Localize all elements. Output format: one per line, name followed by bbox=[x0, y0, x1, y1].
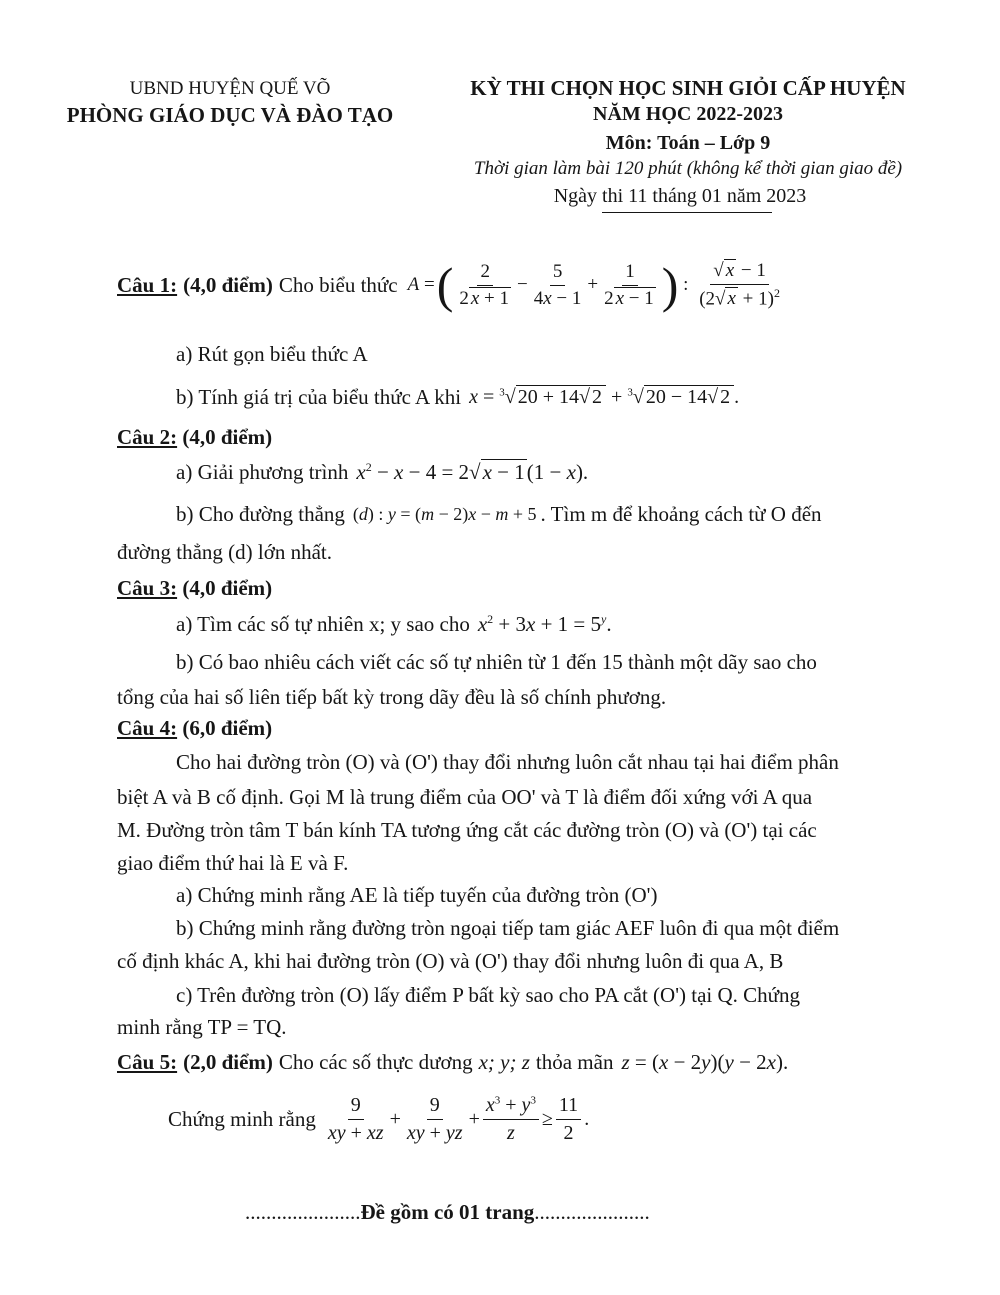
question-4a: a) Chứng minh rằng AE là tiếp tuyến của đường tròn (O') bbox=[176, 883, 658, 907]
question-1-points: (4,0 điểm) bbox=[183, 272, 273, 297]
question-3a bbox=[176, 612, 612, 637]
question-5-prove bbox=[168, 1094, 589, 1145]
question-3-points: (4,0 điểm) bbox=[182, 576, 273, 600]
question-1b-text: b) Tính giá trị của biểu thức A khi bbox=[176, 385, 462, 409]
header-department: PHÒNG GIÁO DỤC VÀ ĐÀO TẠO bbox=[66, 103, 394, 127]
school-year: NĂM HỌC 2022-2023 bbox=[593, 103, 783, 125]
question-1-label: Câu 1: bbox=[117, 272, 178, 297]
inequality: $\frac{9}{xy + xz}$ + $\frac{9}{xy + yz}$ + $\frac{x^3 + y^3}{z}$ ≥ $\frac{11}{2}$ . bbox=[327, 1094, 590, 1144]
question-4-heading bbox=[117, 716, 272, 741]
question-5-heading bbox=[117, 1050, 788, 1075]
footer-dots-left: ...................... bbox=[245, 1200, 361, 1224]
exam-title: KỲ THI CHỌN HỌC SINH GIỎI CẤP HUYỆN bbox=[470, 76, 906, 100]
question-2b-text-end: . Tìm m để khoảng cách từ O đến bbox=[540, 502, 822, 526]
footer bbox=[245, 1200, 650, 1225]
line-d-equation: (d) : y = (m − 2)x − m + 5 bbox=[352, 504, 537, 524]
condition-equation: z = (x − 2y)(y − 2x). bbox=[621, 1050, 789, 1074]
question-4-label: Câu 4: bbox=[117, 716, 178, 740]
subject: Môn: Toán – Lớp 9 bbox=[605, 132, 771, 154]
question-2-heading bbox=[117, 425, 272, 450]
x-value-formula: x = $^3$√ 20 + 14√ 2 + $^3$√ 20 − 14√ 2 . bbox=[469, 386, 740, 408]
question-4c-line2: minh rằng TP = TQ. bbox=[117, 1015, 287, 1039]
question-4-paragraph-1: Cho hai đường tròn (O) và (O') thay đổi nhưng luôn cắt nhau tại hai điểm phân bbox=[176, 750, 839, 774]
question-3b-line2: tổng của hai số liên tiếp bất kỳ trong dãy đều là số chính phương. bbox=[117, 685, 667, 709]
question-4b-line1: b) Chứng minh rằng đường tròn ngoại tiếp tam giác AEF luôn đi qua một điểm bbox=[176, 916, 840, 940]
question-4-paragraph-2: biệt A và B cố định. Gọi M là trung điểm của OO' và T là điểm đối xứng với A qua bbox=[117, 785, 813, 809]
question-2-label: Câu 2: bbox=[117, 425, 178, 449]
question-5-label: Câu 5: bbox=[117, 1050, 178, 1074]
question-2b-line2: đường thẳng (d) lớn nhất. bbox=[117, 540, 332, 564]
question-1-intro: Cho biểu thức bbox=[278, 272, 398, 297]
question-4-paragraph-3: M. Đường tròn tâm T bán kính TA tương ứng cắt các đường tròn (O) và (O') tại các bbox=[117, 818, 817, 842]
expression-A: A = ( $\frac{2}{2 x + 1}$ − $\frac{5}{4x - 1}$ + $\frac{1}{2 x - 1}$ ) : $\frac{√ x - 1}{(2√ x + 1)^2}$ bbox=[407, 257, 780, 313]
date-underline bbox=[602, 212, 772, 213]
question-4c-line1: c) Trên đường tròn (O) lấy điểm P bất kỳ sao cho PA cắt (O') tại Q. Chứng bbox=[176, 983, 801, 1007]
question-5-points: (2,0 điểm) bbox=[183, 1050, 273, 1074]
time-limit: Thời gian làm bài 120 phút (không kể thời gian giao đề) bbox=[473, 158, 903, 179]
question-5-vars: x; y; z bbox=[478, 1050, 530, 1074]
question-4b-line2: cố định khác A, khi hai đường tròn (O) và (O') thay đổi nhưng luôn đi qua A, B bbox=[117, 949, 784, 973]
question-2-points: (4,0 điểm) bbox=[182, 425, 273, 449]
question-3-label: Câu 3: bbox=[117, 576, 178, 600]
question-2a bbox=[176, 460, 588, 485]
question-5-intro: Cho các số thực dương bbox=[278, 1050, 473, 1074]
question-4-points: (6,0 điểm) bbox=[182, 716, 273, 740]
question-3b-line1: b) Có bao nhiêu cách viết các số tự nhiên từ 1 đến 15 thành một dãy sao cho bbox=[176, 650, 817, 674]
equation-2a: $x^2 - x - 4 = 2√x - 1(1 - x)$. bbox=[356, 460, 589, 484]
footer-dots-right: ...................... bbox=[534, 1200, 650, 1224]
question-1b bbox=[176, 385, 739, 410]
footer-text: Đề gồm có 01 trang bbox=[360, 1200, 535, 1224]
question-2a-text: a) Giải phương trình bbox=[176, 460, 349, 484]
question-1a: a) Rút gọn biểu thức A bbox=[176, 342, 368, 366]
question-3a-text: a) Tìm các số tự nhiên x; y sao cho bbox=[176, 612, 470, 636]
question-2b-text: b) Cho đường thẳng bbox=[176, 502, 345, 526]
question-5-condition-text: thỏa mãn bbox=[535, 1050, 614, 1074]
question-2b-line1 bbox=[176, 502, 888, 527]
question-5-prove-text: Chứng minh rằng bbox=[168, 1107, 316, 1131]
equation-3a: $x^2 + 3x + 1 = 5^y$. bbox=[477, 612, 612, 636]
question-4-paragraph-4: giao điểm thứ hai là E và F. bbox=[117, 851, 349, 875]
header-authority: UBND HUYỆN QUẾ VÕ bbox=[129, 78, 331, 99]
question-1-heading bbox=[117, 257, 786, 313]
question-3-heading bbox=[117, 576, 272, 601]
exam-date: Ngày thi 11 tháng 01 năm 2023 bbox=[553, 185, 807, 207]
